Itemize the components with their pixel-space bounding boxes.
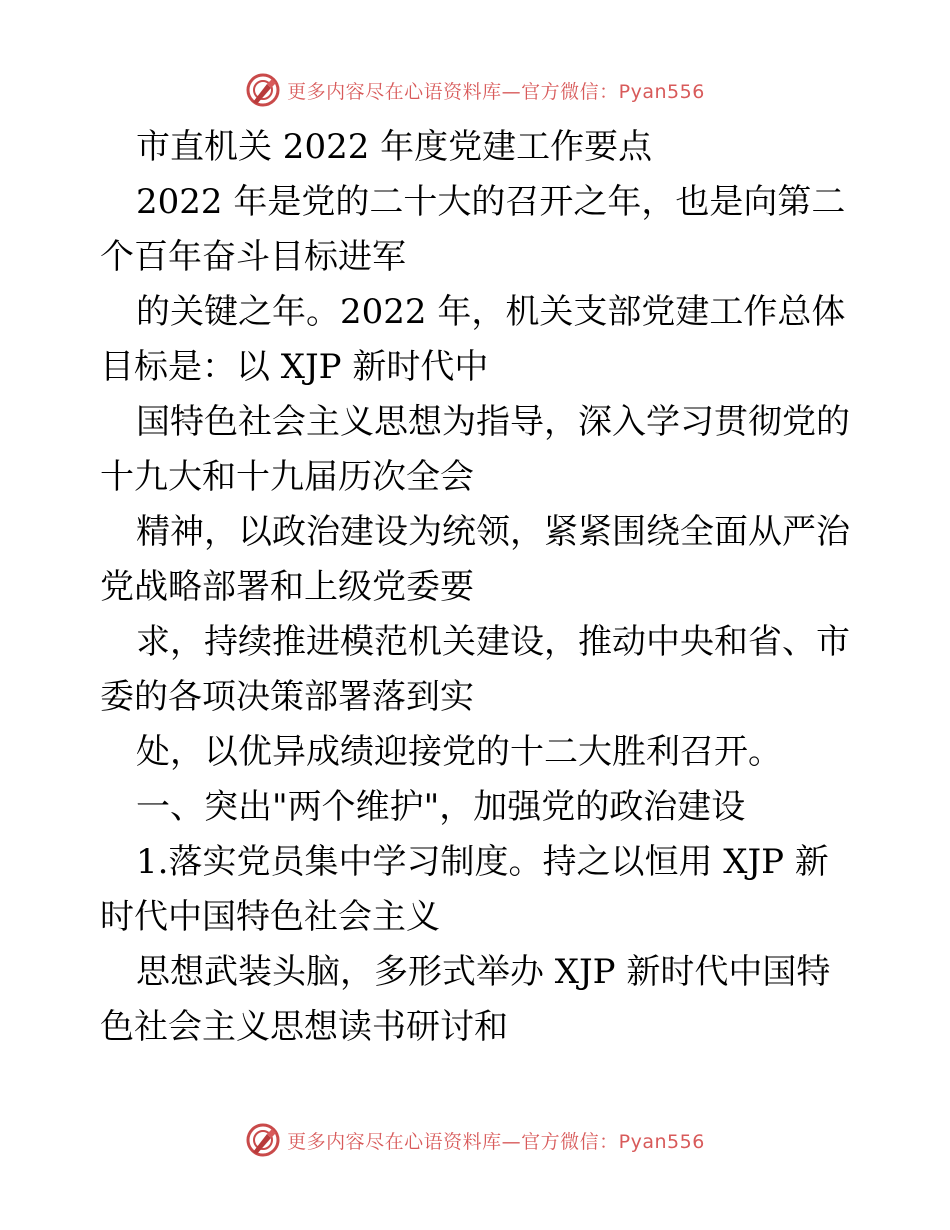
document-body xyxy=(100,120,860,1055)
text-line: 目标是：以 XJP 新时代中 xyxy=(100,347,489,387)
text-line: 思想武装头脑，多形式举办 XJP 新时代中国特 xyxy=(136,952,831,992)
text-line: 时代中国特色社会主义 xyxy=(100,897,440,937)
text-line: 的关键之年。2022 年，机关支部党建工作总体 xyxy=(136,292,846,332)
text-line: 十九大和十九届历次全会 xyxy=(100,457,474,497)
header-watermark xyxy=(0,70,950,110)
text-line: 一、突出"两个维护"，加强党的政治建设 xyxy=(136,787,746,827)
text-line: 1.落实党员集中学习制度。持之以恒用 XJP 新 xyxy=(136,842,829,882)
watermark-text: 更多内容尽在心语资料库—官方微信：Pyan556 xyxy=(287,80,705,103)
text-line: 处，以优异成绩迎接党的十二大胜利召开。 xyxy=(136,732,782,772)
text-line: 国特色社会主义思想为指导，深入学习贯彻党的 xyxy=(136,402,850,442)
footer-watermark xyxy=(0,1120,950,1160)
text-line: 2022 年是党的二十大的召开之年，也是向第二 xyxy=(136,182,846,222)
pen-logo-icon xyxy=(245,72,281,108)
pen-logo-icon xyxy=(245,1122,281,1158)
text-line: 精神，以政治建设为统领，紧紧围绕全面从严治 xyxy=(136,512,850,552)
watermark-text: 更多内容尽在心语资料库—官方微信：Pyan556 xyxy=(287,1130,705,1153)
text-line: 求，持续推进模范机关建设，推动中央和省、市 xyxy=(136,622,850,662)
text-line: 委的各项决策部署落到实 xyxy=(100,677,474,717)
text-line: 个百年奋斗目标进军 xyxy=(100,237,406,277)
text-line: 市直机关 2022 年度党建工作要点 xyxy=(136,127,653,167)
text-line: 党战略部署和上级党委要 xyxy=(100,567,474,607)
text-line: 色社会主义思想读书研讨和 xyxy=(100,1007,508,1047)
